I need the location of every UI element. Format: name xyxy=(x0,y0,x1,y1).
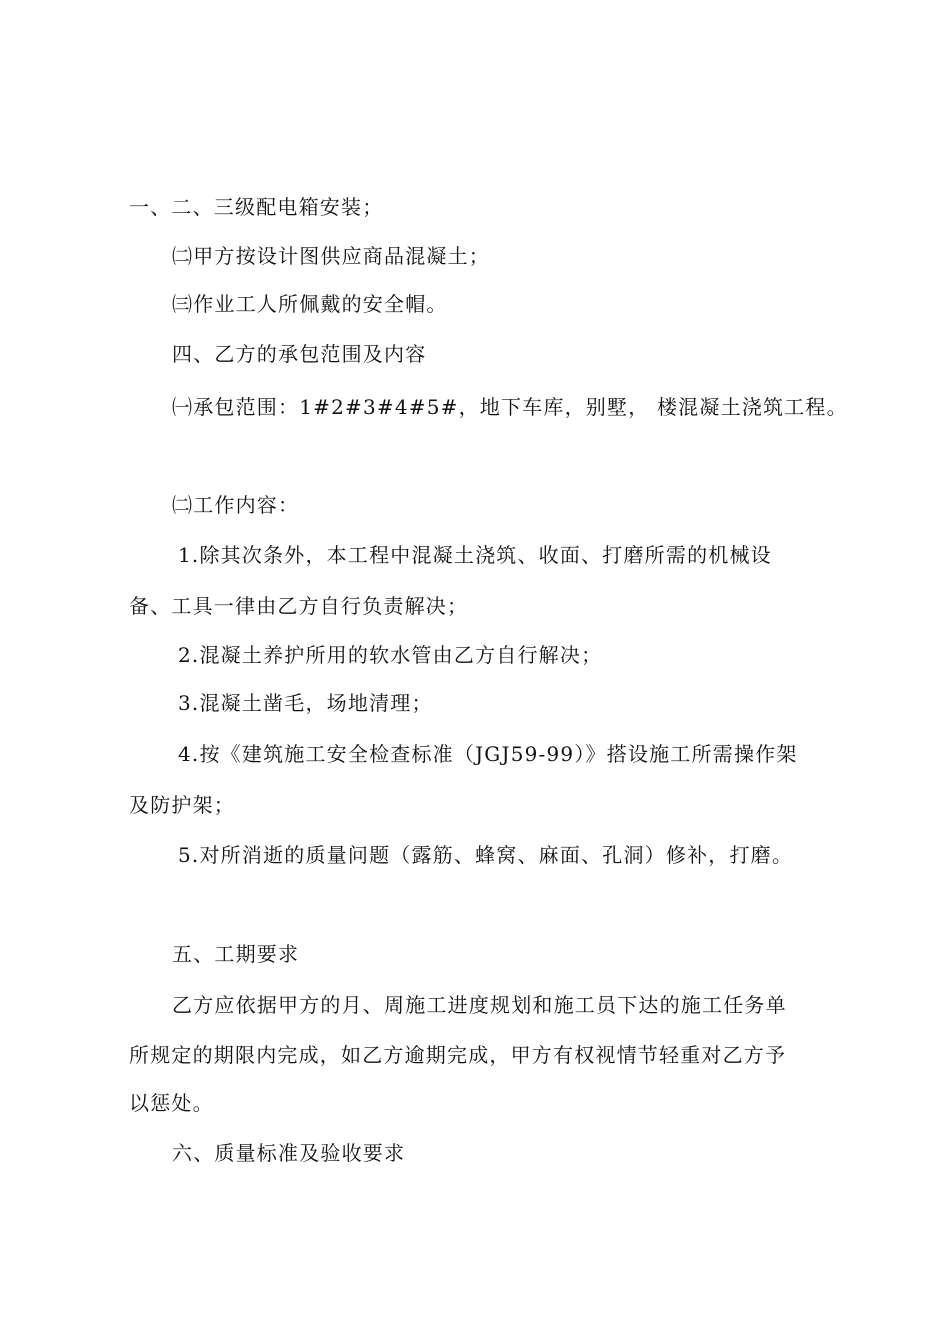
list-item-1-line-1: 1.除其次条外，本工程中混凝土浇筑、收面、打磨所需的机械设 xyxy=(178,543,772,567)
list-item-4-line-1: 4.按《建筑施工安全检查标准（JGJ59-99）》搭设施工所需操作架 xyxy=(178,742,798,766)
section-heading-scope: 四、乙方的承包范围及内容 xyxy=(172,342,427,366)
list-item-5: 5.对所消逝的质量问题（露筋、蜂窝、麻面、孔洞）修补，打磨。 xyxy=(178,843,794,867)
section-heading-schedule: 五、工期要求 xyxy=(172,942,300,966)
text-line-safety-helmet: ㈢作业工人所佩戴的安全帽。 xyxy=(172,292,448,316)
list-item-3: 3.混凝土凿毛，场地清理； xyxy=(178,691,433,715)
list-item-1-line-2: 备、工具一律由乙方自行负责解决； xyxy=(129,594,469,618)
subheading-work-content: ㈡工作内容： xyxy=(172,493,300,517)
list-item-4-line-2: 及防护架； xyxy=(129,793,235,817)
paragraph-schedule-line-2: 所规定的期限内完成，如乙方逾期完成，甲方有权视情节轻重对乙方予 xyxy=(129,1043,787,1067)
text-line-contract-scope: ㈠承包范围：1#2#3#4#5#，地下车库，别墅， 楼混凝土浇筑工程。 xyxy=(172,395,848,419)
section-heading-quality: 六、质量标准及验收要求 xyxy=(172,1141,406,1165)
list-item-2: 2.混凝土养护所用的软水管由乙方自行解决； xyxy=(178,643,603,667)
paragraph-schedule-line-3: 以惩处。 xyxy=(129,1091,214,1115)
paragraph-schedule-line-1: 乙方应依据甲方的月、周施工进度规划和施工员下达的施工任务单 xyxy=(172,993,787,1017)
text-line-distribution-box: 一、二、三级配电箱安装； xyxy=(129,195,384,219)
text-line-concrete-supply: ㈡甲方按设计图供应商品混凝土； xyxy=(172,244,490,268)
